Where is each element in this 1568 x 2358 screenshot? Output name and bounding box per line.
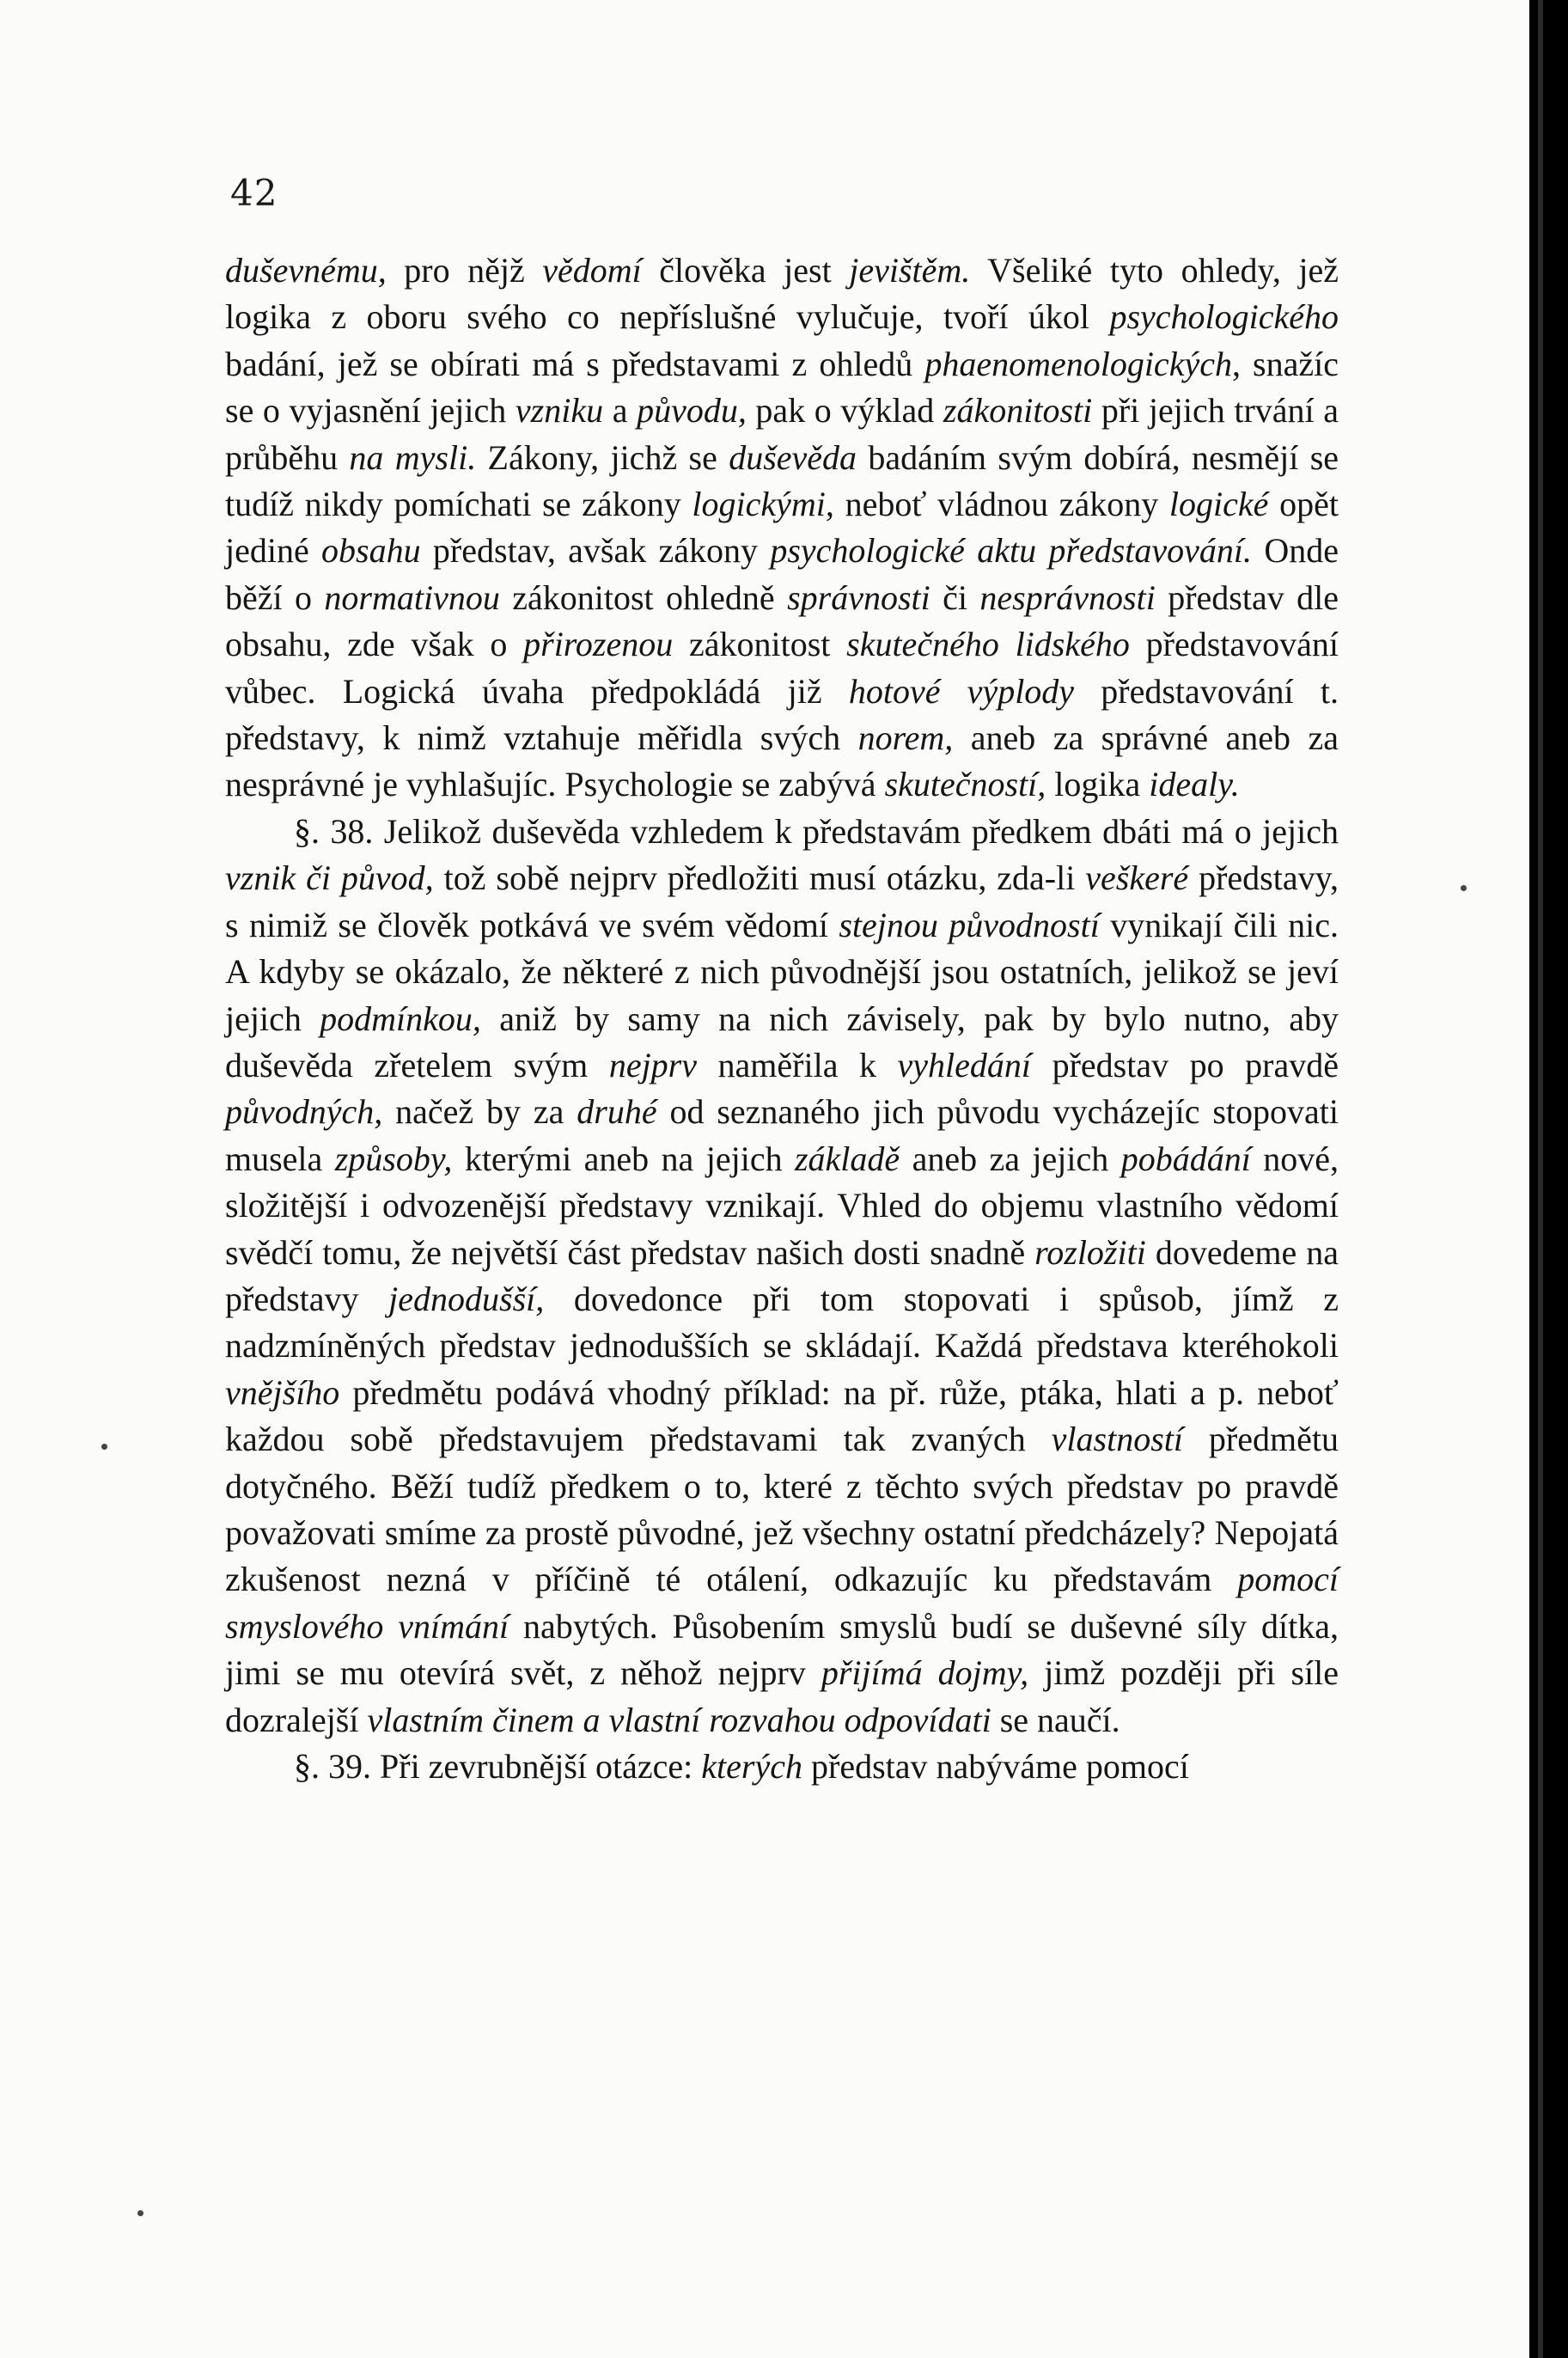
italic-text: pobádání: [1120, 1139, 1251, 1178]
text-run: Zákony, jichž se: [476, 437, 729, 477]
text-run: pro nějž: [386, 251, 543, 290]
text-run: opět jediné: [225, 485, 1339, 571]
italic-text: idealy.: [1149, 765, 1240, 804]
text-run: §. 39. Při zevrubnější otázce:: [294, 1747, 702, 1786]
italic-text: jednodušší,: [388, 1279, 545, 1318]
italic-text: pomocí smyslového vnímání: [225, 1560, 1339, 1646]
body-text: [225, 247, 1339, 1790]
italic-text: rozložiti: [1034, 1232, 1146, 1272]
italic-text: skutečného lidského: [846, 625, 1130, 664]
italic-text: skutečností,: [884, 765, 1046, 804]
italic-text: duševnému,: [225, 251, 387, 290]
text-run: pak o výklad: [746, 391, 943, 431]
italic-text: obsahu: [321, 531, 421, 571]
margin-speck: [101, 1444, 107, 1450]
text-run: aneb za jejich: [900, 1139, 1121, 1178]
italic-text: druhé: [577, 1092, 657, 1132]
italic-text: původu,: [637, 391, 747, 431]
italic-text: logickými: [692, 485, 826, 524]
text-run: , snažíc se o vyjasnění jejich: [225, 344, 1339, 431]
text-run: vynikají čili nic. A kdyby se okázalo, že některé z nich původnější jsou ostatních, jelikož se jeví jejich: [225, 905, 1339, 1038]
text-run: aneb za správné aneb za nesprávné je vyhlašujíc. Psychologie se zabývá: [225, 718, 1339, 804]
text-run: dovedonce při tom stopovati i spůsob, jímž z nadzmíněných představ jednodušších se skládají. Každá představa kteréhokoli: [225, 1279, 1339, 1365]
text-run: představ, avšak zákony: [420, 531, 771, 571]
text-run: představ dle obsahu, zde však o: [225, 577, 1339, 664]
text-run: Onde běží o: [225, 531, 1339, 617]
text-run: se naučí.: [991, 1700, 1120, 1739]
italic-text: zákonitosti: [943, 391, 1093, 431]
text-run: aniž by samy na nich závisely, pak by bylo nutno, aby duševěda zřetelem svým: [225, 999, 1339, 1084]
italic-text: vznik či původ,: [225, 858, 434, 898]
text-run: jimž později při síle dozralejší: [225, 1653, 1339, 1739]
text-run: §. 38. Jelikož duševěda vzhledem k představám předkem dbáti má o jejich: [294, 811, 1339, 851]
text-run: tož sobě nejprv předložiti musí otázku, zda-li: [433, 858, 1086, 898]
paragraph: [225, 809, 1339, 1744]
text-run: představování t. představy, k nimž vztahuje měřidla svých: [225, 671, 1339, 758]
italic-text: normativnou: [324, 577, 500, 617]
margin-speck: [1461, 885, 1467, 891]
italic-text: psychologického: [1109, 297, 1339, 337]
text-run: načež by za: [382, 1092, 577, 1132]
text-run: předmětu dotyčného. Běží tudíž předkem o to, které z těchto svých představ po pravdě považovati smíme za prostě původné, jež všechny ostatní předcházely? Nepojatá zkušenost nezná v příčině té otálení, odkazujíc ku představám: [225, 1420, 1339, 1599]
italic-text: psychologické aktu představování.: [770, 531, 1253, 571]
page-edge-shadow: [1538, 0, 1543, 2358]
text-run: od seznaného jich původu vycházejíc stopovati musela: [225, 1092, 1339, 1178]
italic-text: kterých: [701, 1747, 802, 1786]
text-run: a: [603, 391, 638, 431]
page-number: 42: [230, 172, 278, 214]
text-run: při jejich trvání a průběhu: [225, 391, 1339, 477]
italic-text: přirozenou: [523, 625, 674, 664]
text-run: nové, složitější i odvozenější představy vznikají. Vhled do objemu vlastního vědomí svědčí tomu, že největší část představ našich dosti snadně: [225, 1139, 1339, 1272]
italic-text: vzniku: [515, 391, 604, 431]
text-run: zákonitost ohledně: [499, 577, 788, 617]
italic-text: norem,: [857, 718, 954, 758]
italic-text: nejprv: [608, 1045, 697, 1084]
text-run: kterými aneb na jejich: [452, 1139, 795, 1178]
italic-text: základě: [794, 1139, 900, 1178]
italic-text: na mysli.: [349, 437, 477, 477]
italic-text: podmínkou,: [320, 999, 481, 1038]
italic-text: správnosti: [787, 577, 930, 617]
text-run: představ po pravdě: [1031, 1045, 1339, 1084]
italic-text: původných,: [225, 1092, 383, 1132]
text-run: badání, jež se obírati má s představami z ohledů: [225, 344, 925, 383]
text-run: člověka jest: [641, 251, 850, 290]
italic-text: vlastním činem a vlastní rozvahou odpovídati: [367, 1700, 991, 1739]
italic-text: vlastností: [1051, 1420, 1183, 1459]
paragraph: [225, 1744, 1339, 1790]
italic-text: vědomí: [542, 251, 642, 290]
text-run: představ nabýváme pomocí: [802, 1747, 1189, 1786]
text-run: dovedeme na představy: [225, 1232, 1339, 1318]
italic-text: nesprávnosti: [979, 577, 1156, 617]
text-run: , neboť vládnou zákony: [825, 485, 1169, 524]
italic-text: způsoby,: [334, 1139, 453, 1178]
text-run: zákonitost: [673, 625, 847, 664]
text-run: naměřila k: [697, 1045, 898, 1084]
italic-text: logické: [1168, 485, 1269, 524]
margin-speck: [137, 2210, 143, 2216]
italic-text: stejnou původností: [839, 905, 1100, 944]
text-run: Všeliké tyto ohledy, jež logika z oboru svého co nepříslušné vylučuje, tvoří úkol: [225, 251, 1339, 337]
italic-text: hotové výplody: [848, 671, 1075, 711]
italic-text: jevištěm.: [849, 251, 971, 290]
paragraph: [225, 247, 1339, 809]
italic-text: přijímá dojmy,: [821, 1653, 1029, 1693]
text-run: logika: [1046, 765, 1150, 804]
text-run: představování vůbec. Logická úvaha předpokládá již: [225, 625, 1339, 711]
text-run: představy, s nimiž se člověk potkává ve svém vědomí: [225, 858, 1339, 944]
italic-text: vyhledání: [897, 1045, 1032, 1084]
text-run: badáním svým dobírá, nesmějí se tudíž nikdy pomíchati se zákony: [225, 437, 1339, 524]
italic-text: duševěda: [729, 437, 857, 477]
italic-text: veškeré: [1085, 858, 1189, 898]
text-run: předmětu podává vhodný příklad: na př. růže, ptáka, hlati a p. neboť každou sobě představujem představami tak zvaných: [225, 1372, 1339, 1459]
italic-text: phaenomenologických: [924, 344, 1232, 383]
text-run: či: [930, 577, 980, 617]
italic-text: vnějšího: [225, 1372, 340, 1412]
text-run: nabytých. Působením smyslů budí se duševné síly dítka, jimi se mu otevírá svět, z něhož nejprv: [225, 1606, 1339, 1693]
